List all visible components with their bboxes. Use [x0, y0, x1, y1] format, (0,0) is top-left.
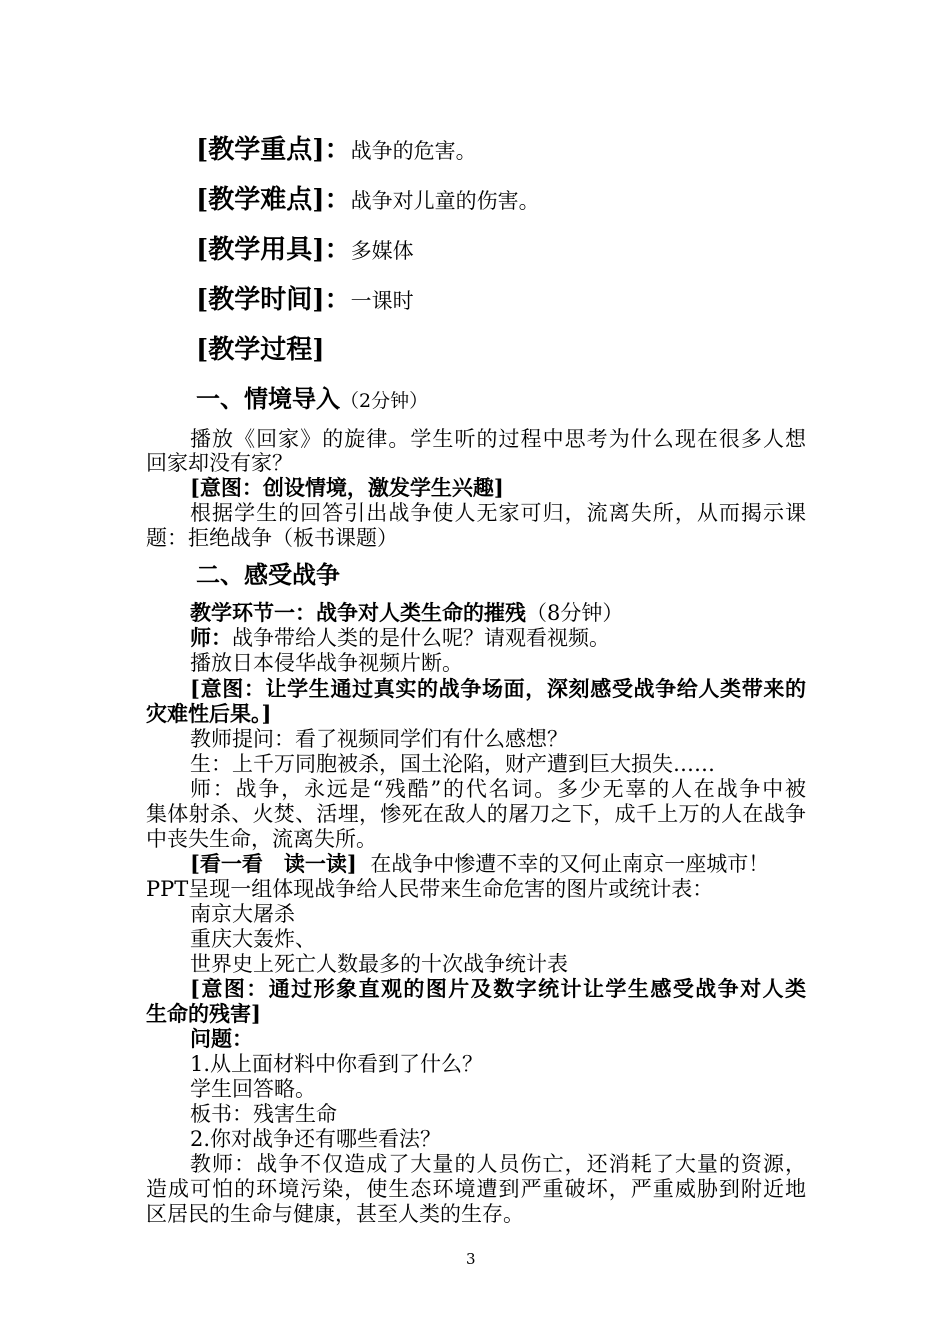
- section2-link: [190, 600, 623, 626]
- page-number: 3: [466, 1250, 476, 1268]
- play-text: 播放日本侵华战争视频片断。: [190, 651, 463, 675]
- process-title: [教学过程]: [196, 335, 325, 365]
- link-label: 教学环节一：战争对人类生命的摧残: [190, 600, 526, 625]
- header-field-time: [196, 284, 414, 317]
- ppt-text: PPT呈现一组体现战争给人民带来生命危害的图片或统计表：: [146, 877, 714, 901]
- look-text: 在战争中惨遭不幸的又何止南京一座城市！: [370, 852, 770, 876]
- section1-text2-line2: 题：拒绝战争（板书课题）: [146, 526, 398, 550]
- final-line1: 教师：战争不仅造成了大量的人员伤亡，还消耗了大量的资源，: [190, 1152, 806, 1176]
- section1-duration: （2分钟）: [340, 390, 429, 412]
- teacher-label: 师：: [190, 625, 232, 650]
- teacher-line: [190, 625, 610, 651]
- student-answer: 生：上千万同胞被杀，国土沦陷，财产遭到巨大损失……: [190, 752, 715, 776]
- link-duration: （8分钟）: [526, 601, 624, 625]
- teacher2-line3: 中丧失生命，流离失所。: [146, 827, 377, 851]
- section1-text-line2: 回家却没有家？: [146, 451, 293, 475]
- field-label: [教学难点]：: [196, 185, 351, 215]
- look-read-line: [190, 851, 769, 877]
- intent1-line1: [意图：让学生通过真实的战争场面，深刻感受战争给人类带来的: [190, 676, 806, 701]
- field-value: 战争的危害。: [350, 139, 477, 163]
- question-1-answer: 学生回答略。: [190, 1077, 316, 1101]
- field-value: 一课时: [350, 289, 414, 313]
- question-1: 1.从上面材料中你看到了什么？: [190, 1052, 484, 1076]
- header-field-focus: [196, 134, 477, 167]
- teacher2-line1: 师：战争，永远是“残酷”的代名词。多少无辜的人在战争中被: [190, 777, 806, 801]
- list-item: 南京大屠杀: [190, 902, 295, 926]
- header-field-tools: [196, 234, 414, 267]
- field-value: 战争对儿童的伤害。: [350, 189, 540, 213]
- final-line2: 造成可怕的环境污染，使生态环境遭到严重破坏，严重威胁到附近地: [146, 1177, 806, 1201]
- intent1-line2: 灾难性后果。]: [146, 701, 272, 726]
- section1-intent: [意图：创设情境，激发学生兴趣]: [190, 475, 504, 500]
- field-value: 多媒体: [350, 239, 414, 263]
- field-label: [教学重点]：: [196, 135, 351, 165]
- question-2: 2.你对战争还有哪些看法？: [190, 1127, 442, 1151]
- teacher-question: 教师提问：看了视频同学们有什么感想？: [190, 727, 568, 751]
- look-label: [看一看 读一读]: [190, 851, 357, 876]
- header-field-difficulty: [196, 184, 540, 217]
- section1-title: 一、情境导入: [196, 384, 340, 413]
- list-item: 世界史上死亡人数最多的十次战争统计表: [190, 952, 568, 976]
- field-label: [教学时间]：: [196, 285, 351, 315]
- intent2-line1: [意图：通过形象直观的图片及数字统计让学生感受战争对人类: [190, 976, 806, 1001]
- list-item: 重庆大轰炸、: [190, 927, 316, 951]
- section1-heading: [196, 384, 428, 416]
- board-note: 板书：残害生命: [190, 1102, 337, 1126]
- intent2-line2: 生命的残害]: [146, 1001, 261, 1026]
- teacher2-line2: 集体射杀、火焚、活埋，惨死在敌人的屠刀之下，成千上万的人在战争: [146, 802, 806, 826]
- field-label: [教学用具]：: [196, 235, 351, 265]
- final-line3: 区居民的生命与健康，甚至人类的生存。: [146, 1202, 524, 1226]
- questions-label: 问题：: [190, 1026, 253, 1051]
- section2-title: 二、感受战争: [196, 560, 340, 589]
- section1-text2-line1: 根据学生的回答引出战争使人无家可归，流离失所，从而揭示课: [190, 501, 806, 525]
- section1-text-line1: 播放《回家》的旋律。学生听的过程中思考为什么现在很多人想: [190, 427, 806, 451]
- teacher-text: 战争带给人类的是什么呢？请观看视频。: [232, 626, 610, 650]
